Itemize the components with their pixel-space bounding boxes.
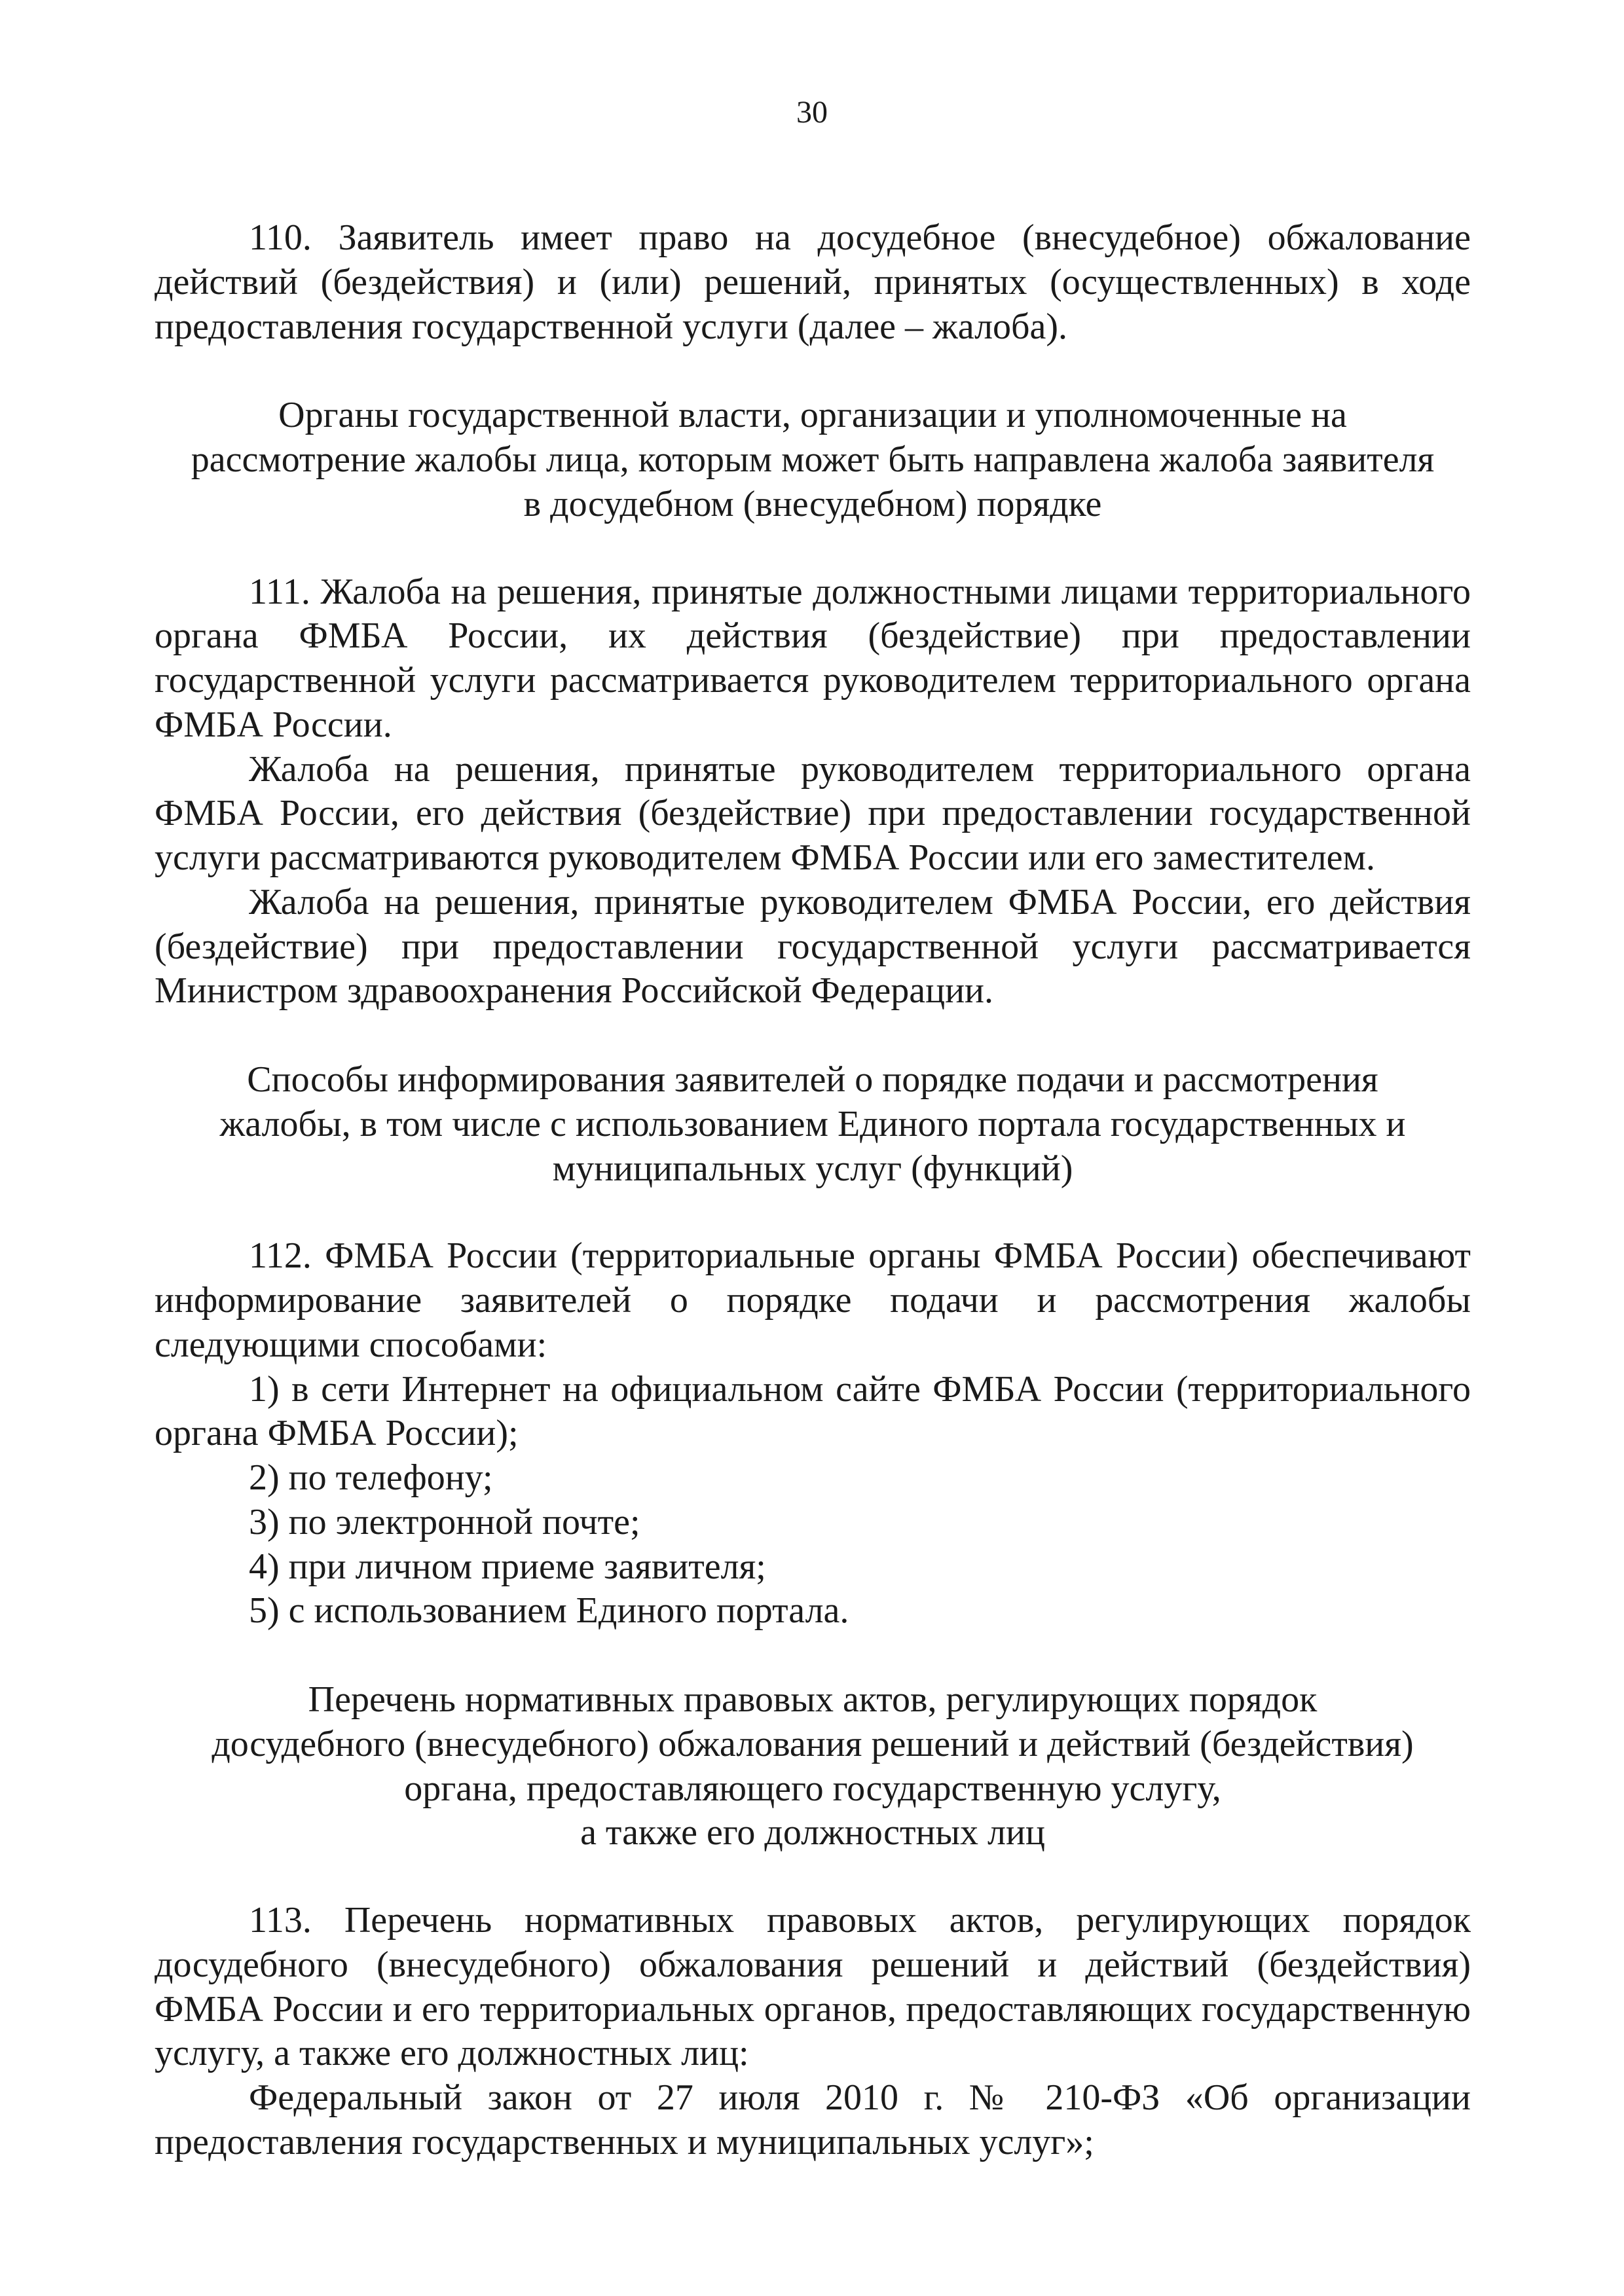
document-body: [155, 216, 1471, 2165]
list-item-112-2: 2) по телефону;: [249, 1457, 493, 1498]
page-number: 30: [796, 95, 828, 130]
paragraph-112: 112. ФМБА России (территориальные органы ФМБА России) обеспечивают информирование заявителей о порядке подачи и рассмотрения жалобы следующими способами:: [155, 1235, 1471, 1365]
heading-line: Способы информирования заявителей о порядке подачи и рассмотрения: [247, 1059, 1378, 1100]
heading-line: в досудебном (внесудебном) порядке: [523, 483, 1102, 524]
heading-line: рассмотрение жалобы лица, которым может быть направлена жалоба заявителя: [191, 439, 1435, 480]
paragraph-111: 111. Жалоба на решения, принятые должностными лицами территориального органа ФМБА России, их действия (бездействие) при предоставлении государственной услуги рассматривается руководителем территориального органа ФМБА России.: [155, 571, 1471, 745]
section-heading-complaint-bodies: [155, 393, 1471, 526]
heading-line: досудебного (внесудебного) обжалования решений и действий (бездействия): [212, 1723, 1414, 1764]
list-item-112-3: 3) по электронной почте;: [249, 1501, 640, 1542]
paragraph-113-b: Федеральный закон от 27 июля 2010 г. № 210-ФЗ «Об организации предоставления государственных и муниципальных услуг»;: [155, 2077, 1471, 2162]
paragraph-113: 113. Перечень нормативных правовых актов, регулирующих порядок досудебного (внесудебного) обжалования решений и действий (бездействия) ФМБА России и его территориальных органов, предоставляющих государственную услугу, а также его должностных лиц:: [155, 1900, 1471, 2074]
heading-line: муниципальных услуг (функций): [552, 1148, 1073, 1189]
heading-line: жалобы, в том числе с использованием Единого портала государственных и: [219, 1103, 1406, 1144]
paragraph-110: 110. Заявитель имеет право на досудебное (внесудебное) обжалование действий (бездействия) и (или) решений, принятых (осуществленных) в ходе предоставления государственной услуги (далее – жалоба).: [155, 217, 1471, 347]
list-item-112-4: 4) при личном приеме заявителя;: [249, 1546, 766, 1587]
section-heading-legal-acts: [155, 1678, 1471, 1855]
list-item-112-1: 1) в сети Интернет на официальном сайте ФМБА России (территориального органа ФМБА России);: [155, 1368, 1471, 1454]
list-item-112-5: 5) с использованием Единого портала.: [249, 1590, 849, 1631]
paragraph-111-b: Жалоба на решения, принятые руководителем территориального органа ФМБА России, его действия (бездействие) при предоставлении государственной услуги рассматриваются руководителем ФМБА России или его заместителем.: [155, 748, 1471, 878]
heading-line: Перечень нормативных правовых актов, регулирующих порядок: [308, 1679, 1318, 1720]
heading-line: Органы государственной власти, организации и уполномоченные на: [278, 395, 1347, 436]
heading-line: а также его должностных лиц: [580, 1812, 1045, 1853]
heading-line: органа, предоставляющего государственную услугу,: [404, 1768, 1221, 1809]
section-heading-informing-methods: [155, 1058, 1471, 1191]
paragraph-111-c: Жалоба на решения, принятые руководителем ФМБА России, его действия (бездействие) при предоставлении государственной услуги рассматривается Министром здравоохранения Российской Федерации.: [155, 881, 1471, 1011]
